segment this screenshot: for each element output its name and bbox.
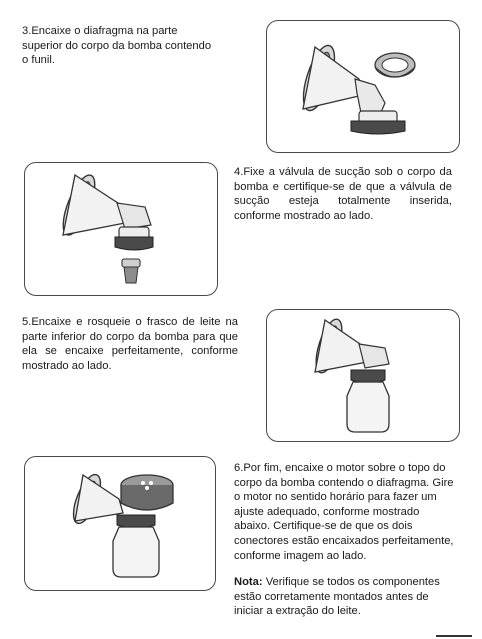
step-3-number: 3. [22, 25, 32, 37]
step-5-text [22, 315, 238, 373]
note [234, 575, 456, 619]
step-4-illustration [24, 162, 218, 296]
step-4-text [234, 165, 452, 223]
step-5-number: 5. [22, 316, 32, 328]
note-text: Verifique se todos os componentes estão corretamente montados antes de iniciar a extração do leite. [234, 576, 440, 618]
milk-bottle-image [267, 310, 459, 441]
motor-assembly-image [25, 457, 215, 590]
step-4-body: Fixe a válvula de sucção sob o corpo da bomba e certifique-se de que a válvula de sucção esteja totalmente inserida, conforme mostrado ao lado. [234, 166, 452, 222]
step-5-illustration [266, 309, 460, 442]
step-3-illustration [266, 20, 460, 153]
step-4-number: 4. [234, 166, 244, 178]
step-5-body: Encaixe e rosqueie o frasco de leite na parte inferior do corpo da bomba para que ela se encaixe perfeitamente, conforme mostrado ao lado. [22, 316, 238, 372]
note-label: Nota: [234, 576, 263, 588]
suction-valve-image [25, 163, 217, 295]
funnel-diaphragm-image [267, 21, 459, 152]
step-6-text [234, 461, 456, 563]
step-3-text [22, 24, 216, 68]
step-6-illustration [24, 456, 216, 591]
step-6-body: Por fim, encaixe o motor sobre o topo do corpo da bomba contendo o diafragma. Gire o motor no sentido horário para fazer um ajuste adequado, conforme mostrado abaixo. Certifique-se de que os dois conectores estão encaixados perfeitamente, conforme imagem ao lado. [234, 462, 454, 562]
step-3-body: Encaixe o diafragma na parte superior do corpo da bomba contendo o funil. [22, 25, 212, 67]
page-footer-rule [436, 635, 472, 637]
step-6-number: 6. [234, 462, 244, 474]
